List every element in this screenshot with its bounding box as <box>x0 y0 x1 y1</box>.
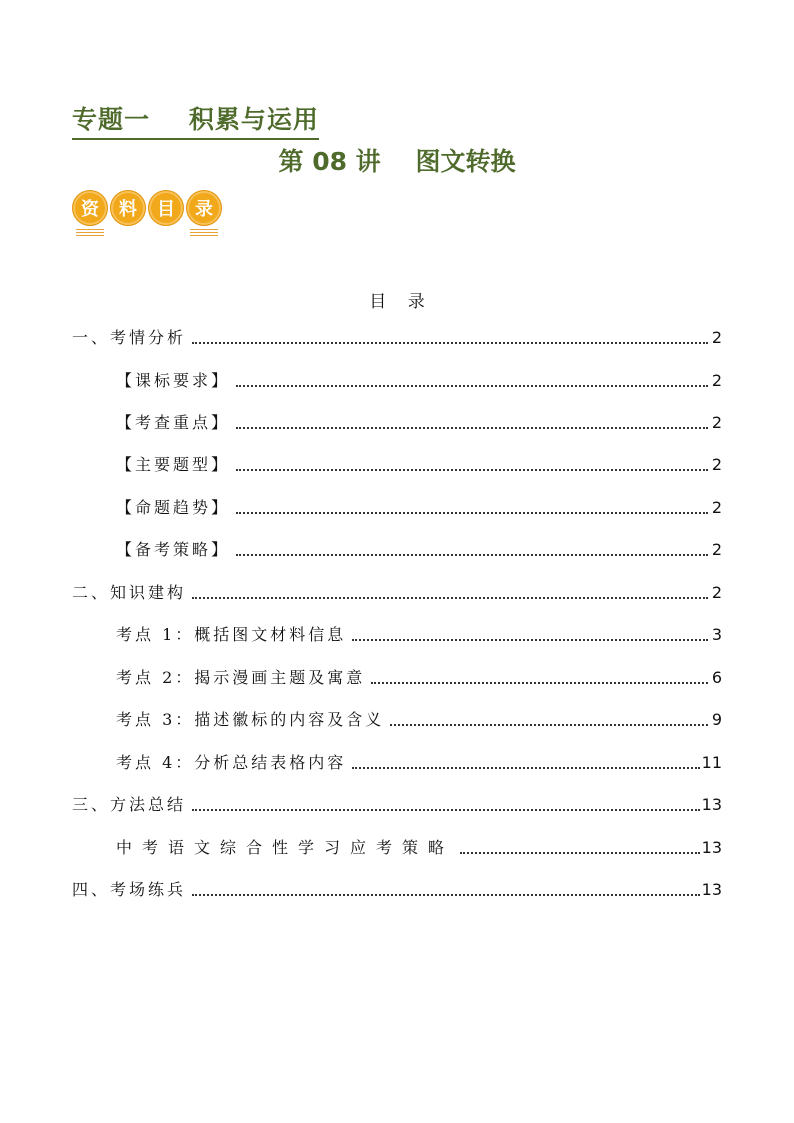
badge-char: 目 <box>148 190 184 226</box>
toc-entry[interactable] <box>116 539 722 561</box>
toc-entry-label: 二、知识建构 <box>72 583 187 602</box>
toc-entry-label: 【主要题型】 <box>116 455 231 474</box>
toc-entry[interactable] <box>116 837 722 859</box>
badge-char: 资 <box>72 190 108 226</box>
toc-entry-page: 2 <box>711 328 722 347</box>
toc-entry[interactable] <box>116 454 722 476</box>
toc-entry-page: 13 <box>701 880 722 899</box>
toc-entry-page: 2 <box>711 540 722 559</box>
toc-entry-label: 三、方法总结 <box>72 795 187 814</box>
toc-entry-page: 2 <box>711 455 722 474</box>
toc-entry[interactable] <box>72 327 722 349</box>
toc-entry[interactable] <box>116 370 722 392</box>
badge-underline <box>76 229 104 238</box>
toc-dot-leader <box>192 341 708 344</box>
toc-entry[interactable] <box>116 497 722 519</box>
badge-char: 录 <box>186 190 222 226</box>
toc-entry-label: 中考语文综合性学习应考策略 <box>116 838 455 857</box>
toc-dot-leader <box>236 468 708 471</box>
toc-entry-label: 【备考策略】 <box>116 540 231 559</box>
toc-dot-leader <box>390 723 708 726</box>
toc-entry-label: 四、考场练兵 <box>72 880 187 899</box>
toc-entry[interactable] <box>72 879 722 901</box>
toc-entry-page: 2 <box>711 371 722 390</box>
toc-entry-page: 11 <box>701 753 722 772</box>
toc-dot-leader <box>192 893 700 896</box>
toc-entry-label: 一、考情分析 <box>72 328 187 347</box>
toc-entry[interactable] <box>116 752 722 774</box>
toc-entry-page: 2 <box>711 413 722 432</box>
toc-entry-label: 【命题趋势】 <box>116 498 231 517</box>
toc-entry[interactable] <box>72 582 722 604</box>
toc-entry[interactable] <box>72 794 722 816</box>
toc-entry-label: 考点 2：揭示漫画主题及寓意 <box>116 668 366 687</box>
toc-dot-leader <box>192 808 700 811</box>
toc-dot-leader <box>236 426 708 429</box>
badge-char: 料 <box>110 190 146 226</box>
toc-entry[interactable] <box>116 667 722 689</box>
toc-entry-label: 【课标要求】 <box>116 371 231 390</box>
toc-entry-label: 考点 1：概括图文材料信息 <box>116 625 347 644</box>
toc-dot-leader <box>192 596 708 599</box>
toc-entry-page: 13 <box>701 795 722 814</box>
toc-entry-page: 3 <box>711 625 722 644</box>
lecture-title: 第 08 讲 图文转换 <box>278 147 516 176</box>
toc-entry-page: 6 <box>711 668 722 687</box>
toc-entry-page: 9 <box>711 710 722 729</box>
series-title: 专题一 积累与运用 <box>72 100 319 140</box>
toc-entry-page: 2 <box>711 498 722 517</box>
toc-heading: 目 录 <box>369 292 425 312</box>
toc-entry-label: 考点 3：描述徽标的内容及含义 <box>116 710 385 729</box>
toc-entry[interactable] <box>116 709 722 731</box>
badge-underline <box>190 229 218 238</box>
toc-dot-leader <box>236 384 708 387</box>
badge-item <box>110 190 146 240</box>
toc-dot-leader <box>460 851 700 854</box>
toc-dot-leader <box>371 681 708 684</box>
materials-toc-badge <box>72 190 222 240</box>
toc-entry-label: 考点 4：分析总结表格内容 <box>116 753 347 772</box>
toc-entry[interactable] <box>116 624 722 646</box>
toc-entry-label: 【考查重点】 <box>116 413 231 432</box>
toc-dot-leader <box>352 638 708 641</box>
badge-item <box>186 190 222 240</box>
toc-entry-page: 13 <box>701 838 722 857</box>
toc-entry[interactable] <box>116 412 722 434</box>
badge-item <box>148 190 184 240</box>
toc-entry-page: 2 <box>711 583 722 602</box>
badge-item <box>72 190 108 240</box>
toc-dot-leader <box>236 511 708 514</box>
toc-dot-leader <box>236 553 708 556</box>
toc-dot-leader <box>352 766 699 769</box>
